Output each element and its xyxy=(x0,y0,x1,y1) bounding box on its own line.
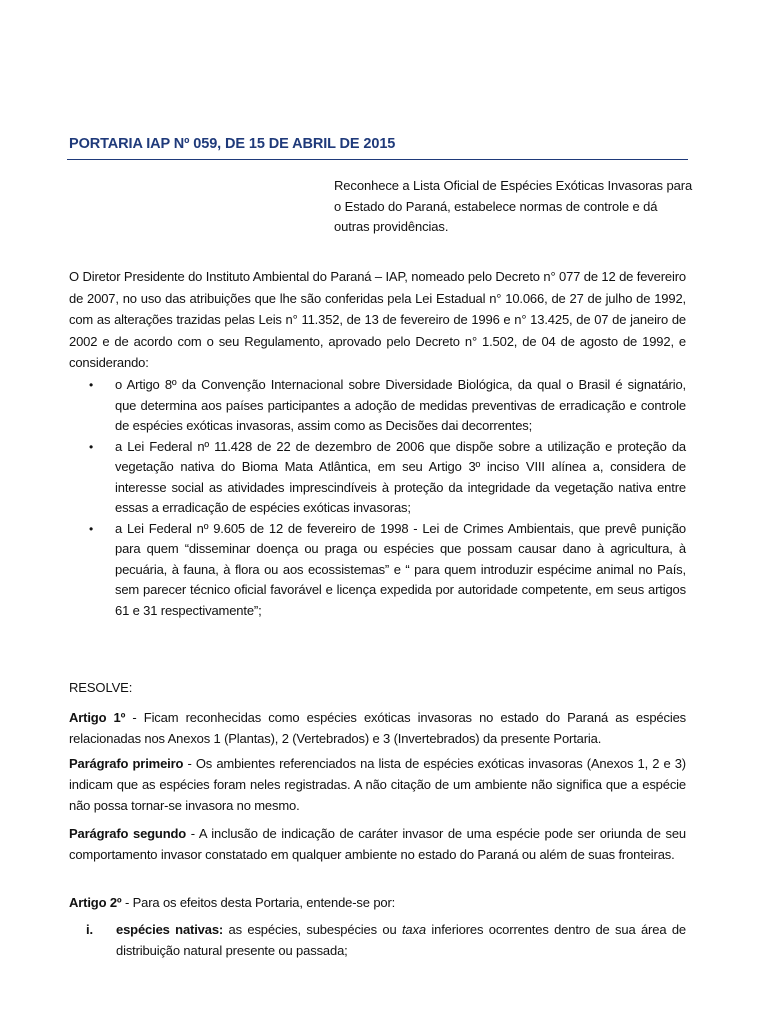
resolve-heading: RESOLVE: xyxy=(69,680,133,695)
definition-number: i. xyxy=(86,922,93,937)
article-label: Parágrafo primeiro xyxy=(69,756,184,771)
bullet-icon: • xyxy=(89,378,94,392)
bullet-icon: • xyxy=(89,439,94,454)
list-item xyxy=(69,437,686,519)
definition-term: espécies nativas: xyxy=(116,922,224,937)
article-2 xyxy=(69,892,686,913)
definition-part-2: inferiores ocorrentes dentro de sua área de distribuição natural presente ou passada; xyxy=(116,922,686,958)
definition-italic: taxa xyxy=(401,922,426,937)
title-divider xyxy=(67,159,688,160)
article-label: Parágrafo segundo xyxy=(69,826,187,841)
article-label: Artigo 2º xyxy=(69,895,122,910)
article-text: - Ficam reconhecidas como espécies exóticas invasoras no estado do Paraná as espécies relacionadas nos Anexos 1 (Plantas), 2 (Vertebrados) e 3 (Invertebrados) da presente Portaria. xyxy=(69,710,686,746)
definition-part-1: as espécies, subespécies ou xyxy=(223,922,402,937)
ementa-paragraph: Reconhece a Lista Oficial de Espécies Exóticas Invasoras para o Estado do Paraná, estabelece normas de controle e dá outras providências. xyxy=(334,178,693,234)
paragraph-first xyxy=(69,753,686,816)
list-item xyxy=(69,375,686,437)
article-text: - A inclusão de indicação de caráter invasor de uma espécie pode ser oriunda de seu comportamento invasor constatado em qualquer ambiente no estado do Paraná ou além de suas fronteiras. xyxy=(69,826,686,862)
bullet-icon: • xyxy=(89,521,94,536)
preamble-paragraph: O Diretor Presidente do Instituto Ambiental do Paraná – IAP, nomeado pelo Decreto n° 077 de 12 de fevereiro de 2007, no uso das atribuições que lhe são conferidas pela Lei Estadual n° 10.066, de 27 de julho de 1992, com as alterações trazidas pelas Leis n° 11.352, de 13 de fevereiro de 1996 e n° 13.425, de 07 de janeiro de 2002 e de acordo com o seu Regulamento, aprovado pelo Decreto n° 1.502, de 04 de agosto de 1992, e considerando: xyxy=(69,269,686,370)
definition-text xyxy=(116,920,686,961)
definition-item xyxy=(69,920,686,961)
list-item-text: a Lei Federal nº 11.428 de 22 de dezembro de 2006 que dispõe sobre a utilização e proteção da vegetação nativa do Bioma Mata Atlântica, em seu Artigo 3º inciso VIII alínea a, considera de interesse social as atividades imprescindíveis à proteção da integridade da vegetação nativa entre essas a erradicação de espécies exóticas invasoras; xyxy=(115,438,686,515)
article-1 xyxy=(69,707,686,749)
article-text: - Para os efeitos desta Portaria, entende-se por: xyxy=(121,895,396,910)
list-item xyxy=(69,519,686,622)
article-text: - Os ambientes referenciados na lista de espécies exóticas invasoras (Anexos 1, 2 e 3) indicam que as espécies foram neles registradas. A não citação de um ambiente não significa que a espécie não possa tornar-se invasora no mesmo. xyxy=(69,756,686,813)
paragraph-second xyxy=(69,823,686,865)
article-label: Artigo 1º xyxy=(69,710,126,725)
list-item-text: o Artigo 8º da Convenção Internacional sobre Diversidade Biológica, da qual o Brasil é signatário, que determina aos países participantes a adoção de medidas preventivas de erradicação e controle de espécies exóticas invasoras, assim como as Decisões dai decorrentes; xyxy=(115,377,686,433)
list-item-text: a Lei Federal nº 9.605 de 12 de fevereiro de 1998 - Lei de Crimes Ambientais, que prevê punição para quem “disseminar doença ou praga ou espécies que possam causar dano à agricultura, à pecuária, à fauna, à flora ou aos ecossistemas” e “ para quem introduzir espécime animal no País, sem parecer técnico oficial favorável e licença expedida por autoridade competente, em seus artigos 61 e 31 respectivamente”; xyxy=(115,520,686,618)
considerations-list xyxy=(69,375,686,621)
document-title: PORTARIA IAP Nº 059, DE 15 DE ABRIL DE 2015 xyxy=(69,136,396,152)
